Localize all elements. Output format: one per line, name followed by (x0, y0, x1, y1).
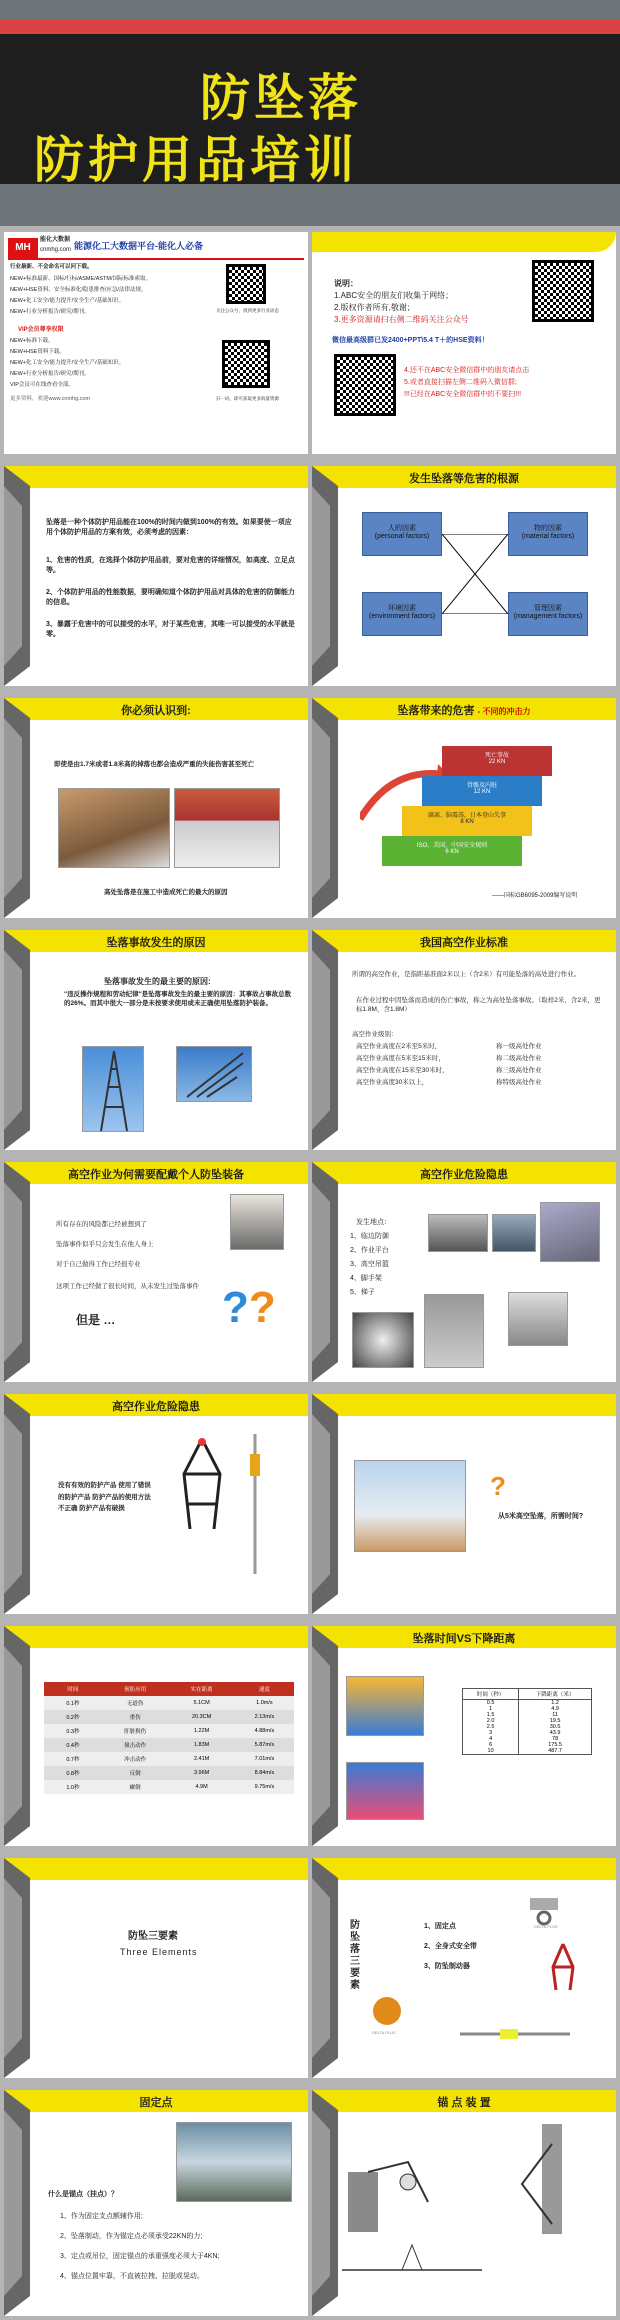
slide-recognize-caption: 高处坠落是在施工中造成死亡的最大的原因 (104, 889, 228, 896)
slide-standards-band (312, 930, 616, 952)
table-cell: 5.1CM (193, 1700, 210, 1706)
table-row (44, 1724, 294, 1738)
slide-hazards-band (312, 1162, 616, 1184)
harness-image (172, 1434, 232, 1534)
slide-recognize (4, 698, 308, 918)
harness-device-image (548, 1942, 578, 1992)
table-cell: 0.7秒 (66, 1757, 80, 1763)
slide-hazards (312, 1162, 616, 1382)
slide-impact-subtitle: - 不同的冲击力 (477, 707, 531, 716)
promo-logo: MH (8, 238, 38, 258)
slide-elements-vertical-title: 防坠落三要素 (350, 1920, 360, 1991)
slide-anchor-point-side-decor (4, 2090, 30, 2316)
table-cell: 20.3CM (191, 1714, 212, 1720)
factor-material-en: (material factors) (521, 533, 575, 540)
cover-title-line1: 防坠落 (200, 70, 362, 126)
slide-fall-question-band (312, 1394, 616, 1416)
table-cell: 冲击动作 (124, 1757, 147, 1763)
hazard-photo-crane (540, 1202, 600, 1262)
slide-causes-side-decor (4, 930, 30, 1150)
cover-top-stripe (0, 20, 620, 34)
slide-standards-r1: 称一级高处作业 (496, 1043, 542, 1050)
slide-hazards-side-decor (312, 1162, 338, 1382)
table-cell: 175.5 (548, 1742, 562, 1748)
brand-label-1: DELTA PLUS (534, 1924, 558, 1929)
table-cell: 0.4秒 (66, 1743, 80, 1749)
factor-management-en: (management factors) (513, 613, 583, 620)
promo-rule (8, 258, 304, 260)
table-cell: 1.0m/s (256, 1700, 273, 1706)
promo-more: 更多资料，欢迎www.cnmhg.com (10, 396, 91, 402)
table-cell: 2.13m/s (254, 1714, 275, 1720)
fall-distance-head-time: 时间（秒） (463, 1689, 519, 1700)
factor-human-en: (personal factors) (374, 533, 430, 540)
fall-distance-head-distance: 下降距离（米） (535, 1692, 575, 1698)
table-cell: 2.41M (193, 1756, 210, 1762)
cartoon-fall-1 (346, 1676, 424, 1736)
notice-line-2: 2.版权作者所有,敬谢； (334, 303, 415, 312)
element-anchor: 1、固定点 (424, 1923, 456, 1930)
promo-qr-caption-2: 扫一码，即可获取更多海量资源 (216, 396, 279, 401)
table-row (44, 1710, 294, 1724)
notice-top-band (312, 232, 616, 252)
hazard-photo-scaffold (424, 1294, 484, 1368)
table-cell: 6 (463, 1742, 519, 1748)
promo-line-3: NEW+HSE资料、安全标准化/隐患排查/应急/法律法规。 (10, 287, 147, 293)
step-1-label: ISO、美国、中国安全规则 (416, 843, 488, 849)
step-4-force: 22 KN (488, 759, 506, 765)
slide-why-a: 所有存在的风险都已经被想到了 (56, 1221, 147, 1228)
promo-headline: 能源化工大数据平台-能化人必备 (74, 241, 203, 251)
table-cell: 瘫倒 (129, 1785, 141, 1791)
slide-standards-side-decor (312, 930, 338, 1150)
hazard-item-3: 3、高空吊篮 (350, 1261, 389, 1268)
table-cell: 4 (463, 1736, 519, 1742)
table-cell: 5.87m/s (254, 1742, 275, 1748)
table-cell: 0.3秒 (66, 1729, 80, 1735)
slide-speed-table-side-decor (4, 1626, 30, 1846)
speed-head-2: 预防应用 (124, 1687, 147, 1693)
anchor-point-3: 3、定点或吊位，固定锚点的承重强度必须大于4KN; (60, 2253, 220, 2260)
speed-table (44, 1682, 294, 1794)
lanyard-image (240, 1434, 270, 1574)
hazard-photo-edge (428, 1214, 488, 1252)
slide-fall-question (312, 1394, 616, 1614)
notice-qr-code-1[interactable] (532, 260, 594, 322)
table-row (44, 1766, 294, 1780)
promo-vip-5: VIP会员可在线查看全部。 (10, 382, 74, 388)
slide-why-c: 对于自己做得工作已经很专业 (56, 1261, 141, 1268)
slide-why-title: 高空作业为何需要配戴个人防坠装备 (68, 1169, 244, 1181)
slide-standards-l4: 高空作业高度30米以上， (356, 1079, 429, 1086)
accident-photo-1 (58, 788, 170, 868)
factor-human-label: 人的因素 (388, 525, 416, 532)
slide-three-elements-side-decor (4, 1858, 30, 2078)
anchor-sketch-3 (342, 2240, 482, 2300)
anchor-sketch-2 (512, 2124, 592, 2234)
factor-environment-en: (environment factors) (368, 613, 436, 620)
fall-distance-table (462, 1688, 592, 1755)
slide-root-causes-side-decor (312, 466, 338, 686)
factor-material-box (508, 512, 588, 556)
table-cell: 7.01m/s (254, 1756, 275, 1762)
anchor-sketch-1 (348, 2132, 468, 2232)
table-row (463, 1748, 592, 1755)
step-3 (422, 776, 542, 806)
slide-anchor-point (4, 2090, 308, 2316)
slide-causes-heading: 坠落事故发生的最主要的原因: (104, 977, 211, 986)
factor-material-label: 物的因素 (534, 525, 562, 532)
slide-recognize-band (4, 698, 308, 720)
table-cell: 1 (463, 1706, 519, 1712)
slide-impact-title (312, 702, 616, 718)
slide-intro-item-3: 3、暴露于危害中的可以接受的水平，对于某些危害，其唯一可以接受的水平就是零。 (46, 621, 295, 639)
slide-standards-title: 我国高空作业标准 (420, 937, 508, 949)
slide-standards-r4: 称特级高处作业 (496, 1079, 542, 1086)
table-cell: 8.84m/s (254, 1770, 275, 1776)
table-cell: 4.9 (551, 1706, 559, 1712)
slide-impact-side-decor (312, 698, 338, 918)
hazard-photo-ladder (508, 1292, 568, 1346)
slide-standards-levels: 高空作业级别： (352, 1031, 398, 1038)
slide-fall-question-side-decor (312, 1394, 338, 1614)
slide-root-causes-title: 发生坠落等危害的根源 (409, 473, 519, 485)
table-cell: 1.22M (193, 1728, 210, 1734)
hazard-item-5: 5、梯子 (350, 1289, 375, 1296)
slide-standards-r2: 称二级高处作业 (496, 1055, 542, 1062)
table-cell: 4.9M (195, 1784, 208, 1790)
slide-causes (4, 930, 308, 1150)
notice-slide (312, 232, 616, 454)
factor-environment-box (362, 592, 442, 636)
slide-causes-title: 坠落事故发生的原因 (106, 937, 206, 949)
slide-fall-distance-title: 坠落时间VS下降距离 (412, 1633, 516, 1645)
slide-three-elements-title: 防坠三要素 (128, 1931, 178, 1942)
slide-standards (312, 930, 616, 1150)
workers-photo (230, 1194, 284, 1250)
notice-line-3: 3.更多资源请扫右侧二维码关注公众号 (334, 315, 469, 324)
anchor-point-1: 1、作为固定支点额辅作用; (60, 2213, 143, 2220)
promo-qr-code-2[interactable] (222, 340, 270, 388)
step-1-force: 6 KN (445, 849, 459, 855)
hazard-item-1: 1、临边防御 (350, 1233, 389, 1240)
slide-why-side-decor (4, 1162, 30, 1382)
slide-hazards-2-para: 没有有效的防护产品 使用了错误的防护产品 防护产品的使用方法不正确 防护产品有破损 (58, 1482, 151, 1513)
table-cell: 1.5 (463, 1712, 519, 1718)
slide-root-causes-band (312, 466, 616, 488)
anchor-point-4: 4、锚点位置牢靠，不直被拉拽、拉脱或晃动。 (60, 2273, 204, 2280)
slide-impact-title-text: 坠落带来的危害 (397, 705, 475, 717)
slide-hazards-title: 高空作业危险隐患 (420, 1169, 508, 1181)
factor-connectors (442, 534, 508, 614)
slide-anchor-devices-title: 锚 点 装 置 (437, 2097, 491, 2109)
speed-table-head (44, 1682, 294, 1696)
table-cell: 30.5 (549, 1724, 561, 1730)
slide-standards-b1: 所谓的高空作业，是指距基准面2米以上（含2米）有可能坠落的高处进行作业。 (352, 971, 581, 978)
slide-causes-para: "违反操作规程和劳动纪律"是坠落事故发生的最主要的原因：其事故占事故总数的26%。而其中很大一部分是未按要求使用或未正确使用坠落防护装备。 (64, 991, 292, 1008)
slide-intro-side-decor (4, 466, 30, 686)
step-4-label: 死亡事故 (484, 753, 509, 759)
speed-head-4: 速度 (258, 1687, 270, 1693)
speed-head-3: 实在距离 (190, 1687, 213, 1693)
promo-vip-3: NEW+化工安全/能力提升/安全生产/基础知识。 (10, 360, 125, 366)
step-2-label: 腐离、脑震荡，日本登山失事 (427, 813, 506, 819)
table-cell: 肝脏损伤 (124, 1729, 147, 1735)
slide-why (4, 1162, 308, 1382)
slide-three-elements-band (4, 1858, 308, 1880)
slide-elements-list-band (312, 1858, 616, 1880)
table-cell: 19.5 (549, 1718, 561, 1724)
slide-standards-l1: 高空作业高度在2米至5米时， (356, 1043, 442, 1050)
slide-hazards-2 (4, 1394, 308, 1614)
table-cell: 0.8秒 (66, 1771, 80, 1777)
slide-anchor-point-band (4, 2090, 308, 2112)
anchor-point-2: 2、坠落制动，作为锚定点必须承受22KN的力; (60, 2233, 203, 2240)
notice-red-2: 5.或者直接扫描左侧二维码入微信群; (404, 379, 517, 386)
tower-photo-1 (82, 1046, 144, 1132)
promo-qr-caption-1: 关注公众号，找到更多行业动态 (216, 308, 279, 313)
slide-standards-l3: 高空作业高度在15米至30米时， (356, 1067, 449, 1074)
accident-photo-2 (174, 788, 280, 868)
slide-why-b: 坠落事件似乎只会发生在他人身上 (56, 1241, 154, 1248)
slide-elements-list (312, 1858, 616, 2078)
slide-standards-b1a: 在作业过程中因坠落而造成的伤亡事故，称之为高处坠落事故。（取样2米，含2米，更标1.8M，含1.8M） (356, 997, 601, 1014)
table-cell: 43.9 (549, 1730, 561, 1736)
table-cell: 487.7 (548, 1748, 562, 1754)
step-1 (382, 836, 522, 866)
promo-logo-name: 能化大数据 (40, 237, 71, 243)
step-3-force: 12 KN (473, 789, 491, 795)
promo-logo-url: cnmhg.com (40, 247, 72, 253)
slide-three-elements-en: Three Elements (120, 1947, 198, 1957)
step-3-label: 骨骼及内脏 (466, 783, 497, 789)
promo-vip-1: NEW+标准下载。 (10, 338, 54, 344)
table-cell: 无道伤 (126, 1701, 144, 1707)
slide-intro-band (4, 466, 308, 488)
slide-hazards-2-side-decor (4, 1394, 30, 1614)
slide-hazards-2-band (4, 1394, 308, 1416)
slide-anchor-devices-side-decor (312, 2090, 338, 2316)
hazard-item-2: 2、作业平台 (350, 1247, 389, 1254)
hazard-photo-tunnel (352, 1312, 414, 1368)
slide-impact-band (312, 698, 616, 720)
notice-wx-line: 微信最高级群已发2400+PPT\5.4 T＋的HSE资料！ (332, 337, 489, 344)
table-row (44, 1738, 294, 1752)
step-4 (442, 746, 552, 776)
slide-why-e: 但是 … (76, 1313, 116, 1327)
slide-causes-band (4, 930, 308, 952)
slide-root-causes (312, 466, 616, 686)
slide-elements-list-side-decor (312, 1858, 338, 2078)
table-cell: 11 (552, 1712, 558, 1718)
slide-why-band (4, 1162, 308, 1184)
slide-anchor-point-question: 什么是锚点（挂点）？ (48, 2191, 118, 2198)
question-icon: ? (490, 1471, 506, 1501)
slide-recognize-top: 即使是由1.7米或者1.8米高的掉落也都会造成严重的失能伤害甚至死亡 (54, 761, 255, 768)
table-cell: 3 (463, 1730, 519, 1736)
slide-fall-distance (312, 1626, 616, 1846)
question-marks-icon: ?? (222, 1283, 276, 1332)
table-cell: 9.75m/s (254, 1784, 275, 1790)
factor-environment-label: 环境因素 (388, 605, 416, 612)
table-row (44, 1696, 294, 1710)
promo-vip-heading: VIP会员尊享权限 (18, 327, 64, 333)
slide-impact-source: ——国标GB6095-2009编写说明 (492, 893, 578, 899)
table-cell: 3.96M (193, 1770, 210, 1776)
brand-label-2: DELTA PLUS (372, 2030, 396, 2035)
cartoon-fall-2 (346, 1762, 424, 1820)
table-cell: 反倒 (129, 1771, 141, 1777)
slide-why-d: 这项工作已经做了很长时间，从未发生过坠落事件 (56, 1283, 199, 1290)
promo-slide (4, 232, 308, 454)
table-cell: 78 (552, 1736, 559, 1742)
table-cell: 1.83M (193, 1742, 210, 1748)
slide-three-elements (4, 1858, 308, 2078)
hazard-item-4: 4、脚手架 (350, 1275, 382, 1282)
table-cell: 0.1秒 (66, 1701, 80, 1707)
hazard-photo-platform (492, 1214, 536, 1252)
step-2-force: 8 KN (460, 819, 474, 825)
table-row (44, 1752, 294, 1766)
slide-hazards-heading: 发生地点： (356, 1219, 391, 1226)
notice-label: 说明： (334, 279, 358, 288)
falling-worker-photo (354, 1460, 466, 1552)
notice-red-1: 4.还不在ABC安全微信群中的朋友请点击 (404, 367, 530, 374)
factor-management-box (508, 592, 588, 636)
slide-recognize-title: 你必须认识到: (121, 705, 191, 717)
slide-speed-table-band (4, 1626, 308, 1648)
slide-speed-table (4, 1626, 308, 1846)
element-arrester: 3、防坠制动器 (424, 1963, 470, 1970)
slide-anchor-point-title: 固定点 (139, 2097, 173, 2109)
slide-impact (312, 698, 616, 918)
factor-management-label: 管理因素 (534, 605, 562, 612)
promo-line-2: NEW+标准最新、国标/行标/ASME/ASTM/国际标准索取。 (10, 276, 152, 282)
cover-slide (0, 0, 620, 226)
anchor-device-image (524, 1888, 564, 1928)
lanyard-device-image (460, 2024, 570, 2044)
cover-title-line2: 防护用品培训 (34, 132, 358, 188)
promo-line-1: 行业最新、不会命名可以问下载。 (10, 264, 93, 270)
slide-intro-item-1: 1、危害的性质，在选择个体防护用品前，要对危害的详细情况，如高度、立足点等。 (46, 557, 295, 575)
slide-fall-distance-side-decor (312, 1626, 338, 1846)
promo-vip-4: NEW+行业分析报告/研究/期刊。 (10, 371, 90, 377)
slide-standards-l2: 高空作业高度在5米至15米时， (356, 1055, 445, 1062)
slide-intro-para: 坠落是一种个体防护用品能在100%的时间内做到100%的有效。如果要使一项应用个体防护用品的方案有效，必须考虑的因素： (46, 519, 292, 537)
promo-vip-2: NEW+HSE资料下载。 (10, 349, 65, 355)
slide-recognize-side-decor (4, 698, 30, 918)
promo-line-4: NEW+化工安全/能力提升/安全生产/基础知识。 (10, 298, 125, 304)
table-cell: 1.2 (551, 1700, 559, 1706)
slide-fall-distance-band (312, 1626, 616, 1648)
table-cell: 2.5 (463, 1724, 519, 1730)
table-cell: 0.2秒 (66, 1715, 80, 1721)
slide-standards-r3: 称三级高处作业 (496, 1067, 542, 1074)
anchor-photo (176, 2122, 292, 2202)
factor-human-box (362, 512, 442, 556)
table-cell: 4.88m/s (254, 1728, 275, 1734)
table-row (44, 1780, 294, 1794)
slide-fall-question-text: 从5米高空坠落，所需时间? (498, 1513, 584, 1520)
table-cell: 1.0秒 (66, 1785, 80, 1791)
promo-qr-code-1[interactable] (226, 264, 266, 304)
slide-anchor-devices (312, 2090, 616, 2316)
slide-hazards-2-title: 高空作业危险隐患 (112, 1401, 200, 1413)
notice-red-3: !!!已经在ABC安全微信群中的不要扫!!! (404, 391, 522, 398)
slide-intro-item-2: 2、个体防护用品的性能数据，要明确知道个体防护用品对具体的危害的防御能力的信息。 (46, 589, 295, 607)
table-cell: 10 (463, 1748, 519, 1755)
table-cell: 2.0 (463, 1718, 519, 1724)
speed-head-1: 时间 (67, 1687, 79, 1693)
slide-anchor-devices-band (312, 2090, 616, 2112)
notice-qr-code-2[interactable] (334, 354, 396, 416)
slide-intro (4, 466, 308, 686)
table-cell: 重伤 (129, 1715, 141, 1721)
promo-line-5: NEW+行业分析报告/研究/期刊。 (10, 309, 90, 315)
notice-line-1: 1.ABC安全的朋友们收集于网络； (334, 291, 454, 300)
step-2 (402, 806, 532, 836)
table-cell: 0.5 (463, 1700, 519, 1707)
table-cell: 撞击动作 (124, 1743, 147, 1749)
element-harness: 2、全身式安全带 (424, 1943, 477, 1950)
arrester-device-image (372, 1994, 402, 2028)
tower-photo-2 (176, 1046, 252, 1102)
fall-distance-head (463, 1689, 592, 1700)
